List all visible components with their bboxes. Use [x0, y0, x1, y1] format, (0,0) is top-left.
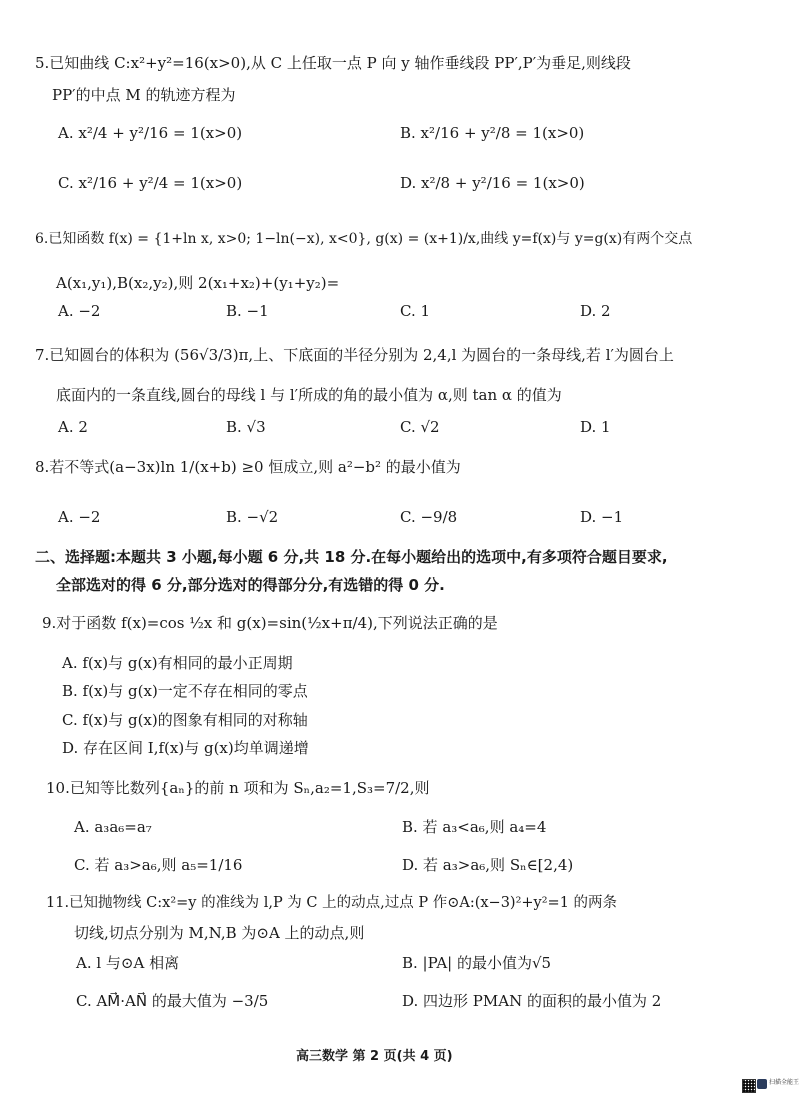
q7-option-a: A. 2 [58, 418, 88, 436]
q8-option-a: A. −2 [58, 508, 101, 526]
q6-line-2: A(x₁,y₁),B(x₂,y₂),则 2(x₁+x₂)+(y₁+y₂)= [56, 274, 340, 292]
scanner-watermark: 扫描全能王 [769, 1079, 799, 1086]
q5-option-d: D. x²/8 + y²/16 = 1(x>0) [400, 174, 585, 192]
q9-option-c: C. f(x)与 g(x)的图象有相同的对称轴 [62, 711, 308, 729]
q8-option-c: C. −9/8 [400, 508, 458, 526]
q5-option-a: A. x²/4 + y²/16 = 1(x>0) [58, 124, 243, 142]
q11-option-c: C. AM⃗·AN⃗ 的最大值为 −3/5 [76, 992, 269, 1010]
q6-option-c: C. 1 [400, 302, 431, 320]
section2-heading-line-2: 全部选对的得 6 分,部分选对的得部分分,有选错的得 0 分. [56, 576, 445, 594]
q7-option-b: B. √3 [226, 418, 266, 436]
q6-option-b: B. −1 [226, 302, 269, 320]
q10-option-d: D. 若 a₃>a₆,则 Sₙ∈[2,4) [402, 856, 574, 874]
q9-option-d: D. 存在区间 I,f(x)与 g(x)均单调递增 [62, 739, 309, 757]
q5-option-b: B. x²/16 + y²/8 = 1(x>0) [400, 124, 585, 142]
q7-line-1: 7.已知圆台的体积为 (56√3/3)π,上、下底面的半径分别为 2,4,l 为圆台的一条母线,若 l′为圆台上 [35, 346, 674, 364]
section2-heading-line-1: 二、选择题:本题共 3 小题,每小题 6 分,共 18 分.在每小题给出的选项中,有多项符合题目要求, [35, 548, 668, 566]
q8-line-1: 8.若不等式(a−3x)ln 1/(x+b) ≥0 恒成立,则 a²−b² 的最小值为 [35, 458, 461, 476]
q9-option-a: A. f(x)与 g(x)有相同的最小正周期 [62, 654, 293, 672]
q5-option-c: C. x²/16 + y²/4 = 1(x>0) [58, 174, 243, 192]
q10-option-a: A. a₃a₆=a₇ [74, 818, 152, 836]
q10-line-1: 10.已知等比数列{aₙ}的前 n 项和为 Sₙ,a₂=1,S₃=7/2,则 [46, 779, 430, 797]
scanner-logo-icon [757, 1079, 767, 1089]
q9-line-1: 9.对于函数 f(x)=cos ½x 和 g(x)=sin(½x+π/4),下列说法正确的是 [42, 614, 498, 632]
q11-option-b: B. |PA| 的最小值为√5 [402, 954, 552, 972]
page-footer: 高三数学 第 2 页(共 4 页) [296, 1049, 453, 1064]
q8-option-b: B. −√2 [226, 508, 279, 526]
q11-option-a: A. l 与⊙A 相离 [76, 954, 180, 972]
q5-line-2: PP′的中点 M 的轨迹方程为 [52, 86, 236, 104]
q10-option-c: C. 若 a₃>a₆,则 a₅=1/16 [74, 856, 243, 874]
qr-code-icon [742, 1079, 756, 1093]
q7-option-d: D. 1 [580, 418, 611, 436]
q7-line-2: 底面内的一条直线,圆台的母线 l 与 l′所成的角的最小值为 α,则 tan α 的值为 [56, 386, 562, 404]
q8-option-d: D. −1 [580, 508, 624, 526]
q6-line-1: 6.已知函数 f(x) = {1+ln x, x>0; 1−ln(−x), x<0}, g(x) = (x+1)/x,曲线 y=f(x)与 y=g(x)有两个交点 [35, 231, 693, 247]
q6-option-d: D. 2 [580, 302, 611, 320]
q6-option-a: A. −2 [58, 302, 101, 320]
q11-option-d: D. 四边形 PMAN 的面积的最小值为 2 [402, 992, 662, 1010]
q11-line-2: 切线,切点分别为 M,N,B 为⊙A 上的动点,则 [74, 924, 365, 942]
q9-option-b: B. f(x)与 g(x)一定不存在相同的零点 [62, 682, 308, 700]
q7-option-c: C. √2 [400, 418, 440, 436]
q11-line-1: 11.已知抛物线 C:x²=y 的准线为 l,P 为 C 上的动点,过点 P 作⊙A:(x−3)²+y²=1 的两条 [46, 895, 618, 911]
q10-option-b: B. 若 a₃<a₆,则 a₄=4 [402, 818, 547, 836]
q5-line-1: 5.已知曲线 C:x²+y²=16(x>0),从 C 上任取一点 P 向 y 轴作垂线段 PP′,P′为垂足,则线段 [35, 54, 631, 72]
